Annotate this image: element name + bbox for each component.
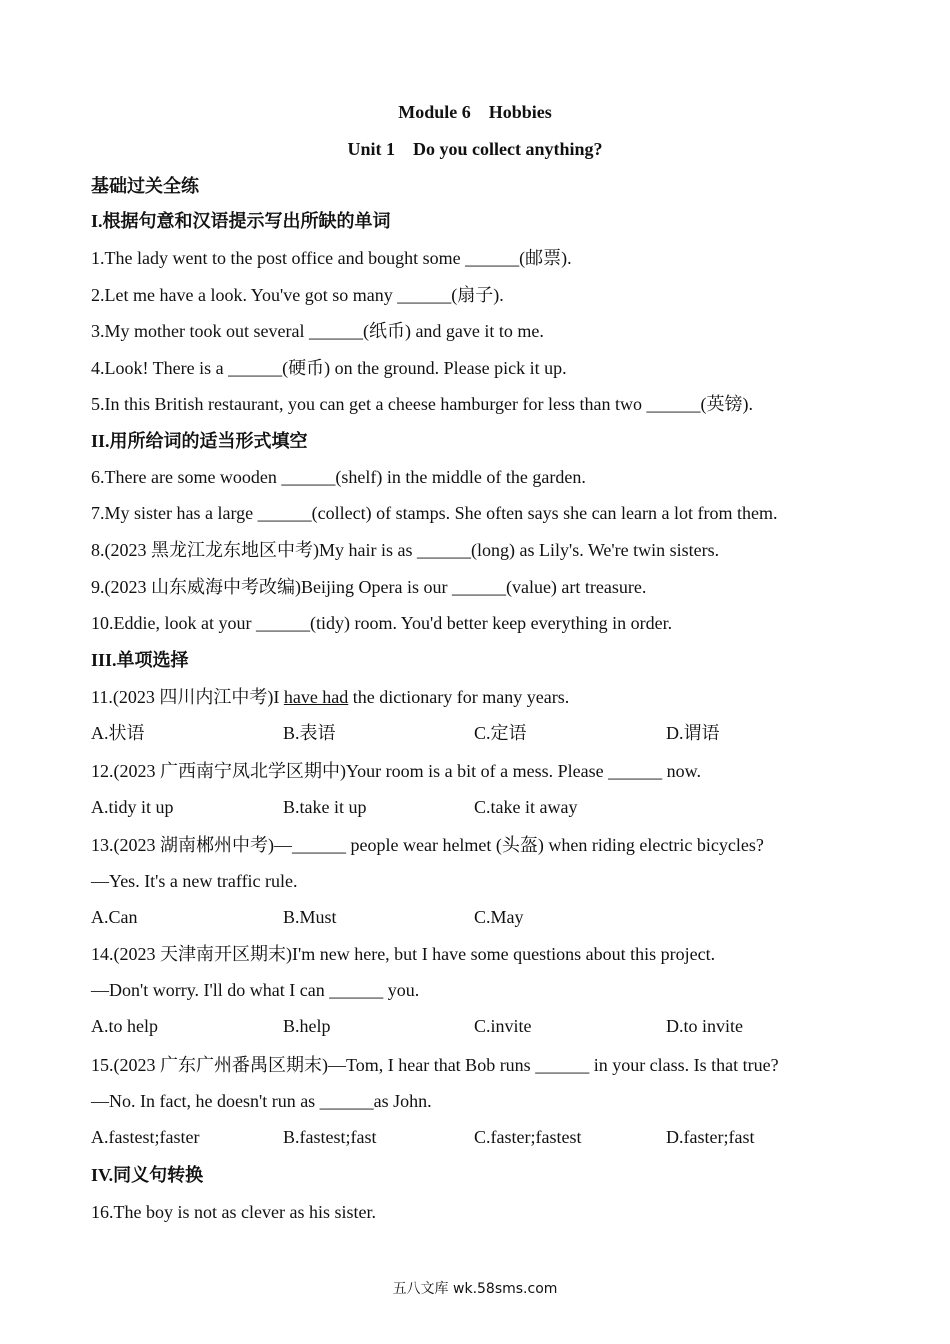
question-11-rest: the dictionary for many years. — [348, 687, 570, 707]
question-12: 12.(2023 广西南宁凤北学区期中)Your room is a bit of a mess. Please ______ now. — [91, 761, 701, 781]
question-6: 6.There are some wooden ______(shelf) in the middle of the garden. — [91, 467, 586, 487]
q14-option-d: D.to invite — [666, 1016, 743, 1036]
intro-heading: 基础过关全练 — [91, 176, 199, 196]
q14-option-b: B.help — [283, 1016, 331, 1036]
question-5: 5.In this British restaurant, you can get a cheese hamburger for less than two ______(英镑). — [91, 394, 754, 414]
question-3: 3.My mother took out several ______(纸币) and gave it to me. — [91, 321, 544, 341]
question-13: 13.(2023 湖南郴州中考)—______ people wear helmet (头盔) when riding electric bicycles? — [91, 835, 764, 855]
section-4-heading: IV.同义句转换 — [91, 1165, 204, 1185]
question-11 — [91, 686, 569, 708]
q14-option-c: C.invite — [474, 1016, 532, 1036]
q15-option-a: A.fastest;faster — [91, 1127, 200, 1147]
q11-option-b: B.表语 — [283, 723, 336, 743]
q11-option-c: C.定语 — [474, 723, 527, 743]
section-3-heading: III.单项选择 — [91, 650, 189, 670]
q12-option-b: B.take it up — [283, 797, 367, 817]
question-14-reply: —Don't worry. I'll do what I can ______ you. — [91, 980, 420, 1000]
unit-title: Unit 1 Do you collect anything? — [347, 139, 603, 159]
question-13-reply: —Yes. It's a new traffic rule. — [91, 871, 298, 891]
q14-option-a: A.to help — [91, 1016, 158, 1036]
q15-option-c: C.faster;fastest — [474, 1127, 582, 1147]
question-2: 2.Let me have a look. You've got so many ______(扇子). — [91, 285, 504, 305]
question-9: 9.(2023 山东威海中考改编)Beijing Opera is our ______(value) art treasure. — [91, 577, 647, 597]
q12-option-c: C.take it away — [474, 797, 578, 817]
q15-option-d: D.faster;fast — [666, 1127, 755, 1147]
question-15: 15.(2023 广东广州番禺区期末)—Tom, I hear that Bob runs ______ in your class. Is that true? — [91, 1055, 779, 1075]
q11-option-d: D.谓语 — [666, 723, 720, 743]
question-11-underlined: have had — [283, 687, 349, 707]
q11-option-a: A.状语 — [91, 723, 145, 743]
question-4: 4.Look! There is a ______(硬币) on the ground. Please pick it up. — [91, 358, 567, 378]
question-7: 7.My sister has a large ______(collect) of stamps. She often says she can learn a lot from them. — [91, 503, 778, 523]
q15-option-b: B.fastest;fast — [283, 1127, 377, 1147]
question-16: 16.The boy is not as clever as his sister. — [91, 1202, 376, 1222]
q12-option-a: A.tidy it up — [91, 797, 174, 817]
question-15-reply: —No. In fact, he doesn't run as ______as John. — [91, 1091, 432, 1111]
q13-option-b: B.Must — [283, 907, 337, 927]
page-footer: 五八文库 wk.58sms.com — [392, 1281, 558, 1297]
question-1: 1.The lady went to the post office and bought some ______(邮票). — [91, 248, 572, 268]
q13-option-a: A.Can — [91, 907, 138, 927]
module-title: Module 6 Hobbies — [398, 102, 552, 122]
section-2-heading: II.用所给词的适当形式填空 — [91, 431, 308, 451]
section-1-heading: I.根据句意和汉语提示写出所缺的单词 — [91, 211, 391, 231]
question-10: 10.Eddie, look at your ______(tidy) room. You'd better keep everything in order. — [91, 613, 673, 633]
question-8: 8.(2023 黑龙江龙东地区中考)My hair is as ______(long) as Lily's. We're twin sisters. — [91, 540, 720, 560]
question-11-stem: 11.(2023 四川内江中考)I — [91, 687, 284, 707]
question-14: 14.(2023 天津南开区期末)I'm new here, but I have some questions about this project. — [91, 944, 716, 964]
q13-option-c: C.May — [474, 907, 524, 927]
